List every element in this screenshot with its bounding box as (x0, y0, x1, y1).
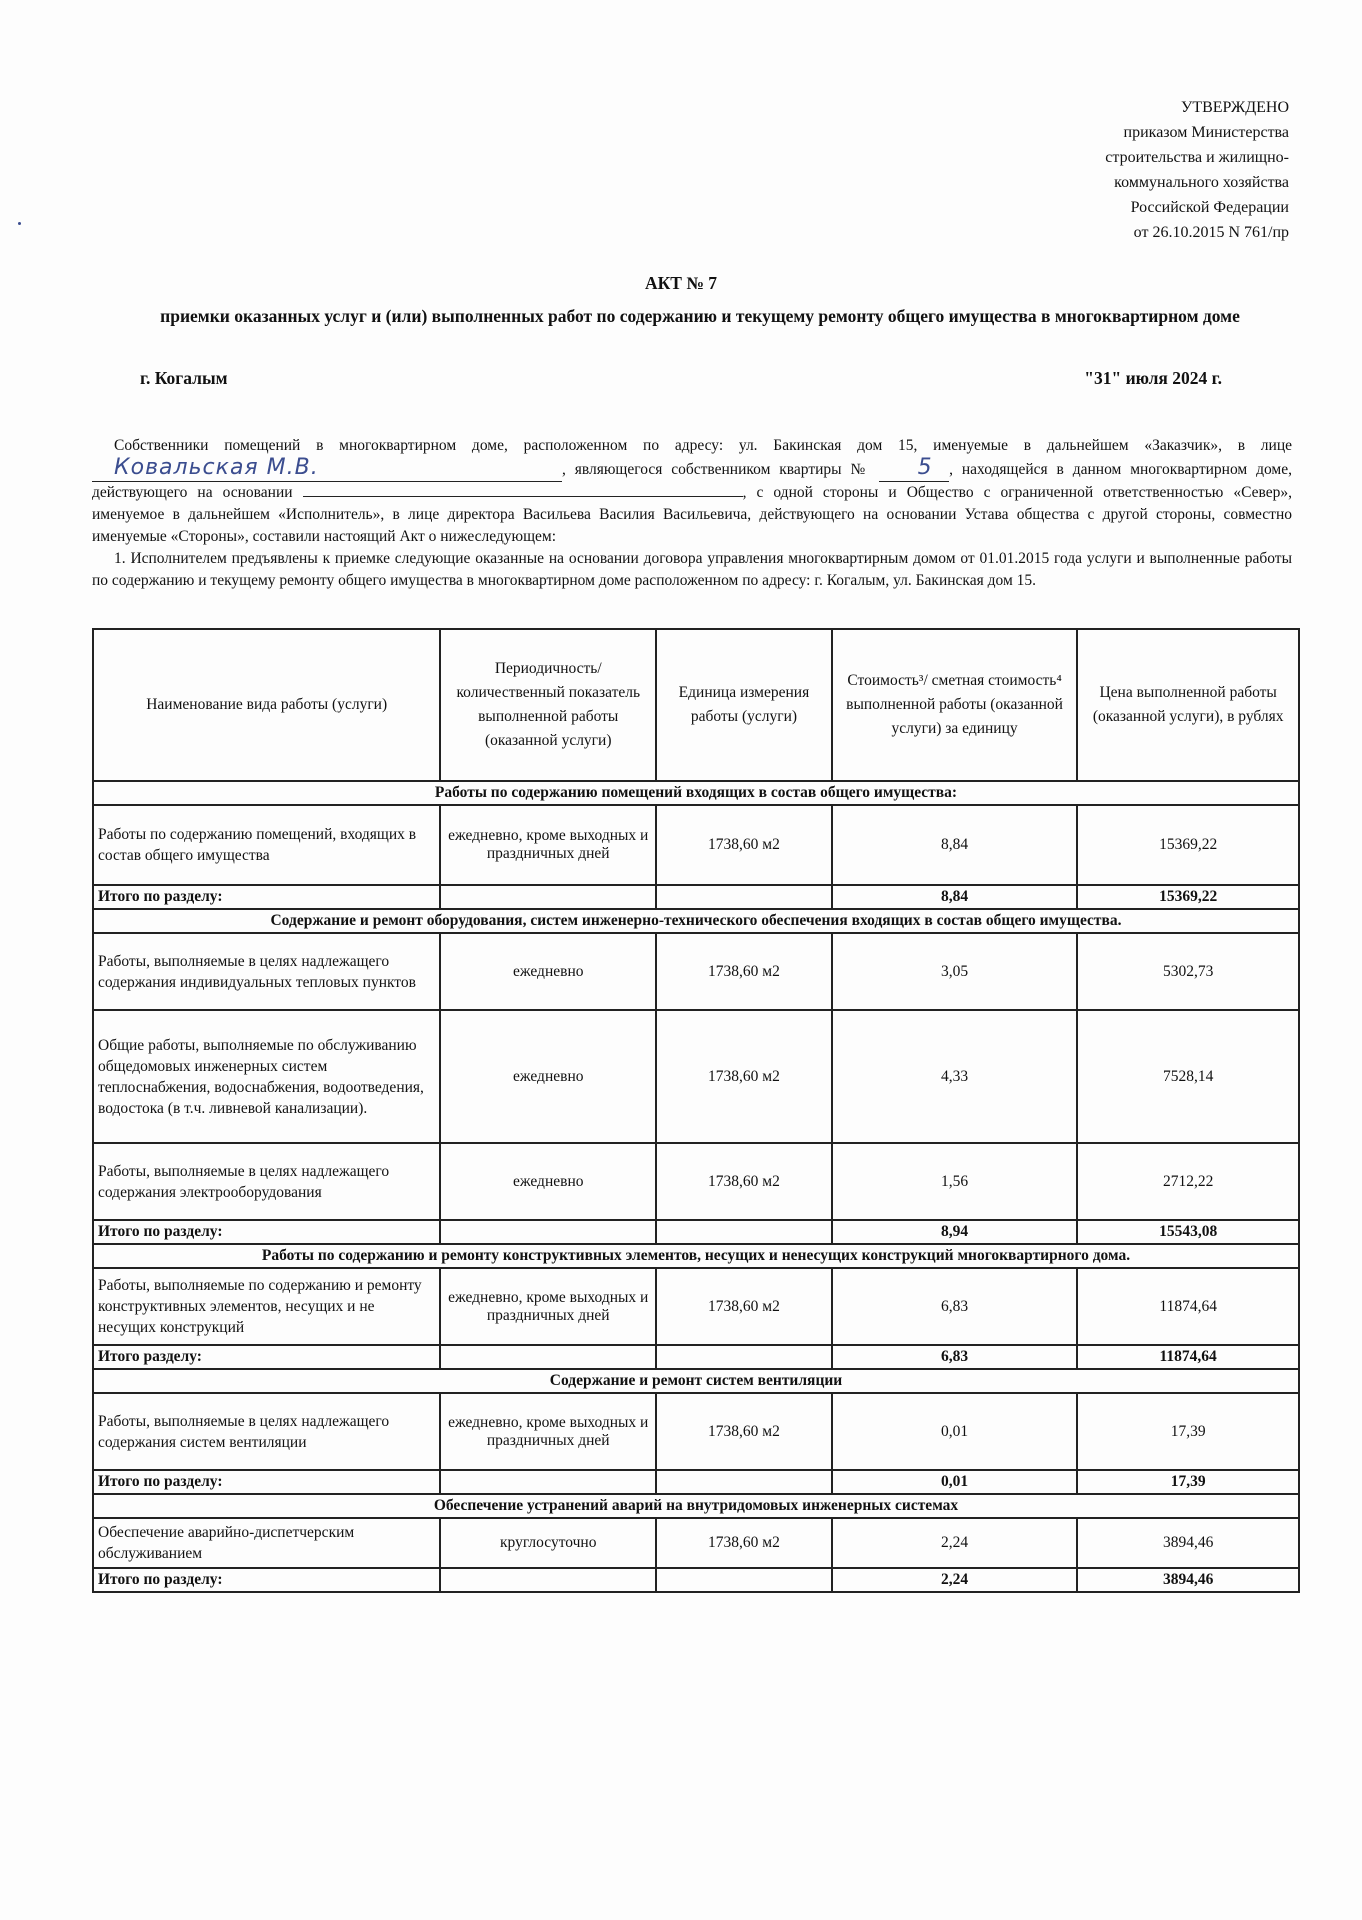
cell-unit: 1738,60 м2 (656, 933, 832, 1010)
total-empty (440, 885, 656, 909)
total-price: 15543,08 (1077, 1220, 1299, 1244)
cell-price: 5302,73 (1077, 933, 1299, 1010)
approval-line: Российской Федерации (1130, 199, 1289, 216)
cell-periodicity: ежедневно, кроме выходных и праздничных дней (440, 805, 656, 885)
table-row (93, 1393, 1299, 1470)
section-row (93, 781, 1299, 805)
intro-p1-part-a: Собственники помещений в многоквартирном доме, расположенном по адресу: ул. Бакинская дом 15, именуемые в дальнейшем «Заказчик», в лице (114, 437, 1292, 454)
cell-unit: 1738,60 м2 (656, 1268, 832, 1345)
total-empty (656, 1470, 832, 1494)
total-unit-cost: 2,24 (832, 1568, 1078, 1592)
total-price: 17,39 (1077, 1470, 1299, 1494)
section-title: Работы по содержанию помещений входящих в состав общего имущества: (93, 781, 1299, 805)
total-label: Итого разделу: (93, 1345, 440, 1369)
cell-unit: 1738,60 м2 (656, 1143, 832, 1220)
act-city: г. Когалым (140, 368, 228, 388)
act-subtitle: приемки оказанных услуг и (или) выполненных работ по содержанию и текущему ремонту общего имущества в многоквартирном доме (160, 306, 1240, 326)
cell-unit-cost: 3,05 (832, 933, 1078, 1010)
total-empty (656, 885, 832, 909)
cell-price: 11874,64 (1077, 1268, 1299, 1345)
total-empty (656, 1568, 832, 1592)
cell-periodicity: ежедневно (440, 1010, 656, 1143)
representative-name-field (92, 457, 562, 482)
section-row (93, 1244, 1299, 1268)
table-row (93, 1010, 1299, 1143)
total-price: 3894,46 (1077, 1568, 1299, 1592)
cell-unit: 1738,60 м2 (656, 1518, 832, 1568)
table-header-row (93, 629, 1299, 781)
table-row (93, 933, 1299, 1010)
cell-price: 7528,14 (1077, 1010, 1299, 1143)
cell-unit-cost: 8,84 (832, 805, 1078, 885)
total-label: Итого по разделу: (93, 1568, 440, 1592)
section-title: Содержание и ремонт систем вентиляции (93, 1369, 1299, 1393)
cell-unit-cost: 2,24 (832, 1518, 1078, 1568)
total-empty (440, 1470, 656, 1494)
cell-unit-cost: 1,56 (832, 1143, 1078, 1220)
table-row (93, 805, 1299, 885)
intro-p1-part-b: , являющегося собственником квартиры № (562, 461, 871, 478)
cell-work-name: Работы, выполняемые по содержанию и ремонту конструктивных элементов, несущих и не несущих конструкций (93, 1268, 440, 1345)
intro-text (92, 435, 1292, 592)
cell-work-name: Работы, выполняемые в целях надлежащего содержания индивидуальных тепловых пунктов (93, 933, 440, 1010)
total-empty (440, 1568, 656, 1592)
section-title: Содержание и ремонт оборудования, систем инженерно-технического обеспечения входящих в состав общего имущества. (93, 909, 1299, 933)
approval-line: приказом Министерства (1123, 124, 1289, 141)
total-empty (656, 1345, 832, 1369)
header-price: Цена выполненной работы (оказанной услуги), в рублях (1077, 629, 1299, 781)
section-title: Работы по содержанию и ремонту конструктивных элементов, несущих и ненесущих конструкций многоквартирного дома. (93, 1244, 1299, 1268)
total-price: 11874,64 (1077, 1345, 1299, 1369)
cell-price: 3894,46 (1077, 1518, 1299, 1568)
section-total-row (93, 1568, 1299, 1592)
approval-line: от 26.10.2015 N 761/пр (1133, 224, 1289, 241)
total-empty (440, 1220, 656, 1244)
approval-line: строительства и жилищно- (1105, 149, 1289, 166)
basis-document-field (303, 496, 743, 497)
section-row (93, 1369, 1299, 1393)
section-row (93, 1494, 1299, 1518)
act-date: "31" июля 2024 г. (1084, 368, 1222, 388)
section-total-row (93, 1470, 1299, 1494)
apartment-number-field (879, 457, 949, 482)
total-price: 15369,22 (1077, 885, 1299, 909)
total-unit-cost: 8,84 (832, 885, 1078, 909)
cell-unit: 1738,60 м2 (656, 1393, 832, 1470)
cell-unit-cost: 6,83 (832, 1268, 1078, 1345)
cell-price: 2712,22 (1077, 1143, 1299, 1220)
total-empty (656, 1220, 832, 1244)
cell-work-name: Работы, выполняемые в целях надлежащего содержания систем вентиляции (93, 1393, 440, 1470)
intro-paragraph-2: 1. Исполнителем предъявлены к приемке следующие оказанные на основании договора управления многоквартирным домом от 01.01.2015 года услуги и выполненные работы по содержанию и текущему ремонту общего имущества в многоквартирном доме расположенном по адресу: г. Когалым, ул. Бакинская дом 15. (92, 550, 1292, 589)
table-row (93, 1268, 1299, 1345)
header-unit: Единица измерения работы (услуги) (656, 629, 832, 781)
section-title: Обеспечение устранений аварий на внутридомовых инженерных системах (93, 1494, 1299, 1518)
total-unit-cost: 6,83 (832, 1345, 1078, 1369)
approval-line: коммунального хозяйства (1114, 174, 1289, 191)
cell-work-name: Обеспечение аварийно-диспетчерским обслуживанием (93, 1518, 440, 1568)
handwritten-name: Ковальская М.В. (114, 455, 319, 480)
header-periodicity: Периодичность/ количественный показатель выполненной работы (оказанной услуги) (440, 629, 656, 781)
handwritten-apartment: 5 (917, 455, 933, 480)
cell-unit-cost: 0,01 (832, 1393, 1078, 1470)
total-label: Итого по разделу: (93, 1220, 440, 1244)
services-table (92, 628, 1300, 1593)
cell-work-name: Работы по содержанию помещений, входящих в состав общего имущества (93, 805, 440, 885)
header-unit-cost: Стоимость³/ сметная стоимость⁴ выполненной работы (оказанной услуги) за единицу (832, 629, 1078, 781)
cell-price: 15369,22 (1077, 805, 1299, 885)
section-total-row (93, 885, 1299, 909)
total-empty (440, 1345, 656, 1369)
cell-periodicity: ежедневно (440, 933, 656, 1010)
cell-periodicity: ежедневно (440, 1143, 656, 1220)
approval-stamp-block (929, 95, 1289, 245)
cell-periodicity: круглосуточно (440, 1518, 656, 1568)
cell-unit-cost: 4,33 (832, 1010, 1078, 1143)
cell-price: 17,39 (1077, 1393, 1299, 1470)
intro-paragraph-1 (92, 435, 1292, 548)
table-row (93, 1143, 1299, 1220)
total-label: Итого по разделу: (93, 1470, 440, 1494)
cell-periodicity: ежедневно, кроме выходных и праздничных дней (440, 1393, 656, 1470)
section-total-row (93, 1345, 1299, 1369)
total-unit-cost: 8,94 (832, 1220, 1078, 1244)
intro-p1-part-c: , находящейся в данном многоквартирном доме, действующего на основании (92, 461, 1292, 501)
intro-p1-part-d: , с одной стороны и Общество с ограниченной ответственностью «Север», именуемое в дальнейшем «Исполнитель», в лице директора Васильева Василия Васильевича, действующего на основании Устава общества с другой стороны, совместно именуемые «Стороны», составили настоящий Акт о нижеследующем: (92, 484, 1293, 545)
scan-dot (18, 222, 21, 225)
total-unit-cost: 0,01 (832, 1470, 1078, 1494)
cell-periodicity: ежедневно, кроме выходных и праздничных дней (440, 1268, 656, 1345)
table-row (93, 1518, 1299, 1568)
header-work-name: Наименование вида работы (услуги) (93, 629, 440, 781)
approval-line: УТВЕРЖДЕНО (1180, 99, 1289, 116)
act-number: АКТ № 7 (644, 273, 718, 293)
cell-unit: 1738,60 м2 (656, 805, 832, 885)
cell-work-name: Работы, выполняемые в целях надлежащего содержания электрооборудования (93, 1143, 440, 1220)
total-label: Итого по разделу: (93, 885, 440, 909)
cell-work-name: Общие работы, выполняемые по обслуживанию общедомовых инженерных систем теплоснабжения, водоснабжения, водоотведения, водостока (в т.ч. ливневой канализации). (93, 1010, 440, 1143)
cell-unit: 1738,60 м2 (656, 1010, 832, 1143)
section-row (93, 909, 1299, 933)
section-total-row (93, 1220, 1299, 1244)
